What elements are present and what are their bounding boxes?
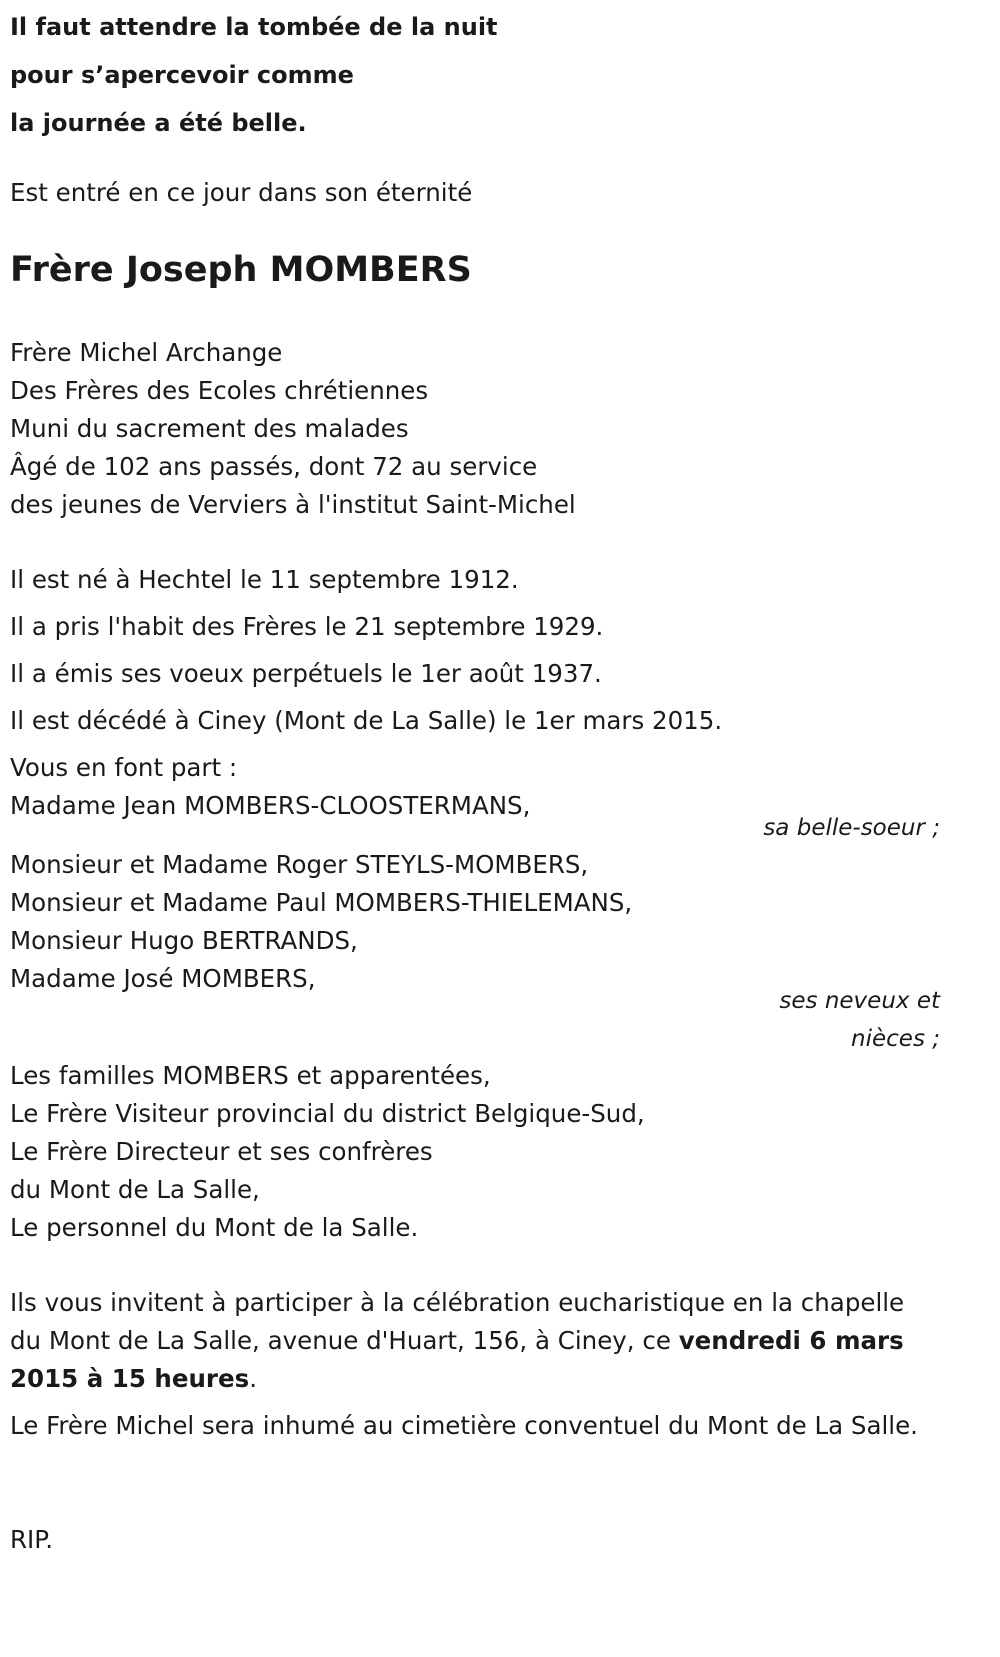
intro-text: Est entré en ce jour dans son éternité xyxy=(10,178,473,207)
bio-line: Âgé de 102 ans passés, dont 72 au service xyxy=(10,452,538,481)
other-mourners xyxy=(10,1057,645,1247)
bio-line: Des Frères des Ecoles chrétiennes xyxy=(10,376,429,405)
poem-line: Il faut attendre la tombée de la nuit xyxy=(10,13,498,41)
deceased-name: Frère Joseph MOMBERS xyxy=(10,250,472,290)
family-member: Monsieur et Madame Paul MOMBERS-THIELEMANS, xyxy=(10,888,633,917)
relationship-label: ses neveux et xyxy=(779,988,940,1014)
biography xyxy=(10,334,576,524)
ceremony-end: . xyxy=(249,1364,257,1393)
family-member: Madame Jean MOMBERS-CLOOSTERMANS, xyxy=(10,791,531,820)
mourner-line: du Mont de La Salle, xyxy=(10,1175,260,1204)
burial-note: Le Frère Michel sera inhumé au cimetière conventuel du Mont de La Salle. xyxy=(10,1411,918,1440)
relationship-label: sa belle-soeur ; xyxy=(763,815,940,841)
ceremony-text: Ils vous invitent à participer à la célébration eucharistique en la chapelle du Mont de La Salle, avenue d'Huart, 156, à Ciney, ce xyxy=(10,1288,905,1355)
relationship-label: nièces ; xyxy=(851,1026,940,1052)
bio-line: Frère Michel Archange xyxy=(10,338,283,367)
bio-line: des jeunes de Verviers à l'institut Saint-Michel xyxy=(10,490,576,519)
epigraph-poem xyxy=(10,3,498,147)
ceremony-invitation xyxy=(10,1284,940,1398)
family-member: Monsieur et Madame Roger STEYLS-MOMBERS, xyxy=(10,850,589,879)
bio-line: Muni du sacrement des malades xyxy=(10,414,409,443)
mourner-line: Les familles MOMBERS et apparentées, xyxy=(10,1061,491,1090)
vows-date: Il a émis ses voeux perpétuels le 1er août 1937. xyxy=(10,659,602,688)
poem-line: pour s’apercevoir comme xyxy=(10,61,354,89)
habit-date: Il a pris l'habit des Frères le 21 septembre 1929. xyxy=(10,612,604,641)
family-intro: Vous en font part : xyxy=(10,753,238,782)
birth-date: Il est né à Hechtel le 11 septembre 1912. xyxy=(10,565,519,594)
death-date: Il est décédé à Ciney (Mont de La Salle) le 1er mars 2015. xyxy=(10,706,723,735)
poem-line: la journée a été belle. xyxy=(10,109,307,137)
mourner-line: Le Frère Visiteur provincial du district Belgique-Sud, xyxy=(10,1099,645,1128)
family-member: Monsieur Hugo BERTRANDS, xyxy=(10,926,358,955)
family-member: Madame José MOMBERS, xyxy=(10,964,316,993)
ceremony-datetime: vendredi 6 mars 2015 à 15 heures xyxy=(10,1326,904,1393)
mourner-line: Le personnel du Mont de la Salle. xyxy=(10,1213,419,1242)
nephews-list xyxy=(10,846,632,998)
mourner-line: Le Frère Directeur et ses confrères xyxy=(10,1137,433,1166)
rip-text: RIP. xyxy=(10,1525,53,1554)
